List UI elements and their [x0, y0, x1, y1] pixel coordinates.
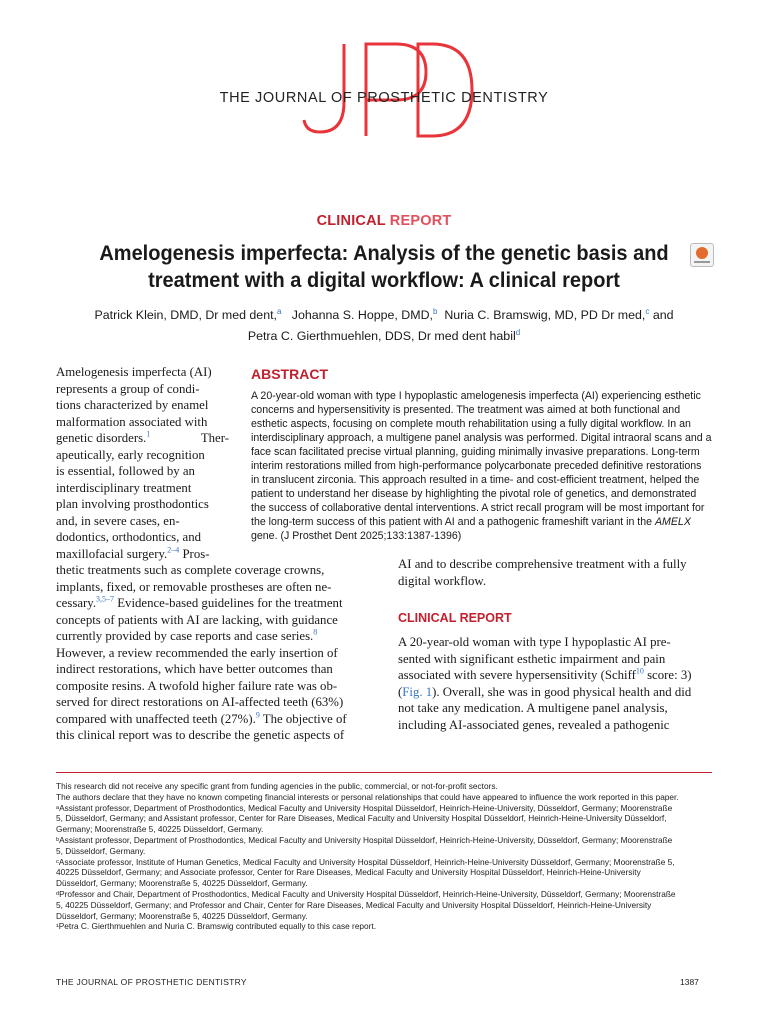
journal-name: THE JOURNAL OF PROSTHETIC DENTISTRY: [219, 90, 549, 106]
author-list: Patrick Klein, DMD, Dr med dent,$^a$ Johanna S. Hoppe, DMD,$^b$ Nuria C. Bramswig, MD, PD Dr med,$^c$ and Petra C. Gierthmuehlen, DDS, Dr med dent habil$^d$: [94, 307, 674, 344]
footer-journal-name: THE JOURNAL OF PROSTHETIC DENTISTRY: [56, 977, 247, 987]
author-name: Petra C. Gierthmuehlen, DDS, Dr med dent habil: [247, 329, 516, 344]
affiliation-link[interactable]: a: [276, 307, 282, 316]
clinical-report-heading: CLINICAL REPORT: [398, 611, 512, 625]
footnotes: This research did not receive any specific grant from funding agencies in the public, commercial, or not-for-profit sectors. The authors declare that they have no known competing financial interests or personal relationships that could have appeared to influence the work reported in this paper. ᵃAssistant professor, Department of Prosthodontics, Medical Faculty and University Hospital Düsseldorf, Heinrich-Heine-University, Düsseldorf, Germany; Moorenstraße 5, Düsseldorf, Germany; and Assistant professor, Center for Rare Diseases, Medical Faculty and University Hospital Düsseldorf, Heinrich-Heine-University Düsseldorf, Germany; Moorenstraße 5, 40225 Düsseldorf, Germany. ᵇAssistant professor, Department of Prosthodontics, Medical Faculty and University Hospital Düsseldorf, Heinrich-Heine-University, Düsseldorf, Germany; Moorenstraße 5, Düsseldorf, Germany. ᶜAssociate professor, Institute of Human Genetics, Medical Faculty and University Hospital Düsseldorf, Heinrich-Heine-University Düsseldorf, Germany; Moorenstraße 5, 40225 Düsseldorf, Germany; and Associate professor, Center for Rare Diseases, Medical Faculty and University Hospital Düsseldorf, Heinrich-Heine-University Düsseldorf, Germany; Moorenstraße 5, 40225 Düsseldorf, Germany. ᵈProfessor and Chair, Department of Prosthodontics, Medical Faculty and University Hospital Düsseldorf, Heinrich-Heine-University, Düsseldorf, Germany; Moorenstraße 5, 40225 Düsseldorf, Germany; and Professor and Chair, Center for Rare Diseases, Medical Faculty and University Hospital Düsseldorf, Heinrich-Heine-University Düsseldorf, Germany; Moorenstraße 5, 40225 Düsseldorf, Germany. ¹Petra C. Gierthmuehlen and Nuria C. Bramswig contributed equally to this case report.: [56, 781, 679, 932]
logo-letter-j: [304, 44, 344, 132]
citation-link[interactable]: 8: [313, 627, 318, 637]
author-name: Johanna S. Hoppe, DMD,: [291, 308, 433, 323]
footnote-divider: [56, 772, 712, 773]
citation-link[interactable]: 2–4: [167, 545, 180, 555]
author-name: Nuria C. Bramswig, MD, PD Dr med,: [444, 308, 646, 323]
author-name: Patrick Klein, DMD, Dr med dent,: [94, 308, 277, 323]
citation-link[interactable]: 10: [635, 666, 644, 676]
figure-link[interactable]: Fig. 1: [402, 684, 433, 699]
check-for-updates-icon[interactable]: [690, 243, 714, 267]
article-title: Amelogenesis imperfecta: Analysis of the genetic basis and treatment with a digital workflow: A clinical report: [99, 241, 669, 292]
page-number: 1387: [680, 977, 699, 987]
affiliation-link[interactable]: d: [515, 328, 521, 338]
affiliation-link[interactable]: c: [645, 307, 650, 316]
citation-link[interactable]: 1: [146, 429, 151, 439]
affiliation-link[interactable]: b: [432, 307, 438, 316]
abstract-heading: ABSTRACT: [251, 366, 328, 382]
citation-link[interactable]: 9: [255, 710, 260, 720]
abstract-body: A 20-year-old woman with type I hypoplastic amelogenesis imperfecta (AI) experiencing esthetic concerns and hypersensitivity is presented. The treatment was aimed at both functional and esthetic aspects, focusing on complete mouth rehabilitation using a fully digital workflow. In an interdisciplinary approach, a multigene panel analysis was performed. Digital intraoral scans and a face scan facilitated precise virtual planning, guiding minimally invasive preparations. Long-term interim restorations milled from high-performance polycarbonate preceded definitive restorations in translucent zirconia. This approach resulted in a time- and cost-efficient treatment, helped the patient to understand her disease by highlighting the pivotal role of genetics, and demonstrated the success of collaborative dental interventions. A strict recall program will be most important for the long-term success of this patient with AI and a pathogenic frameshift variant in the AMELX gene. (J Prosthet Dent 2025;133:1387-1396): [251, 390, 712, 542]
section-label: CLINICAL REPORT: [316, 213, 452, 229]
citation-link[interactable]: 3,5–7: [96, 594, 115, 604]
